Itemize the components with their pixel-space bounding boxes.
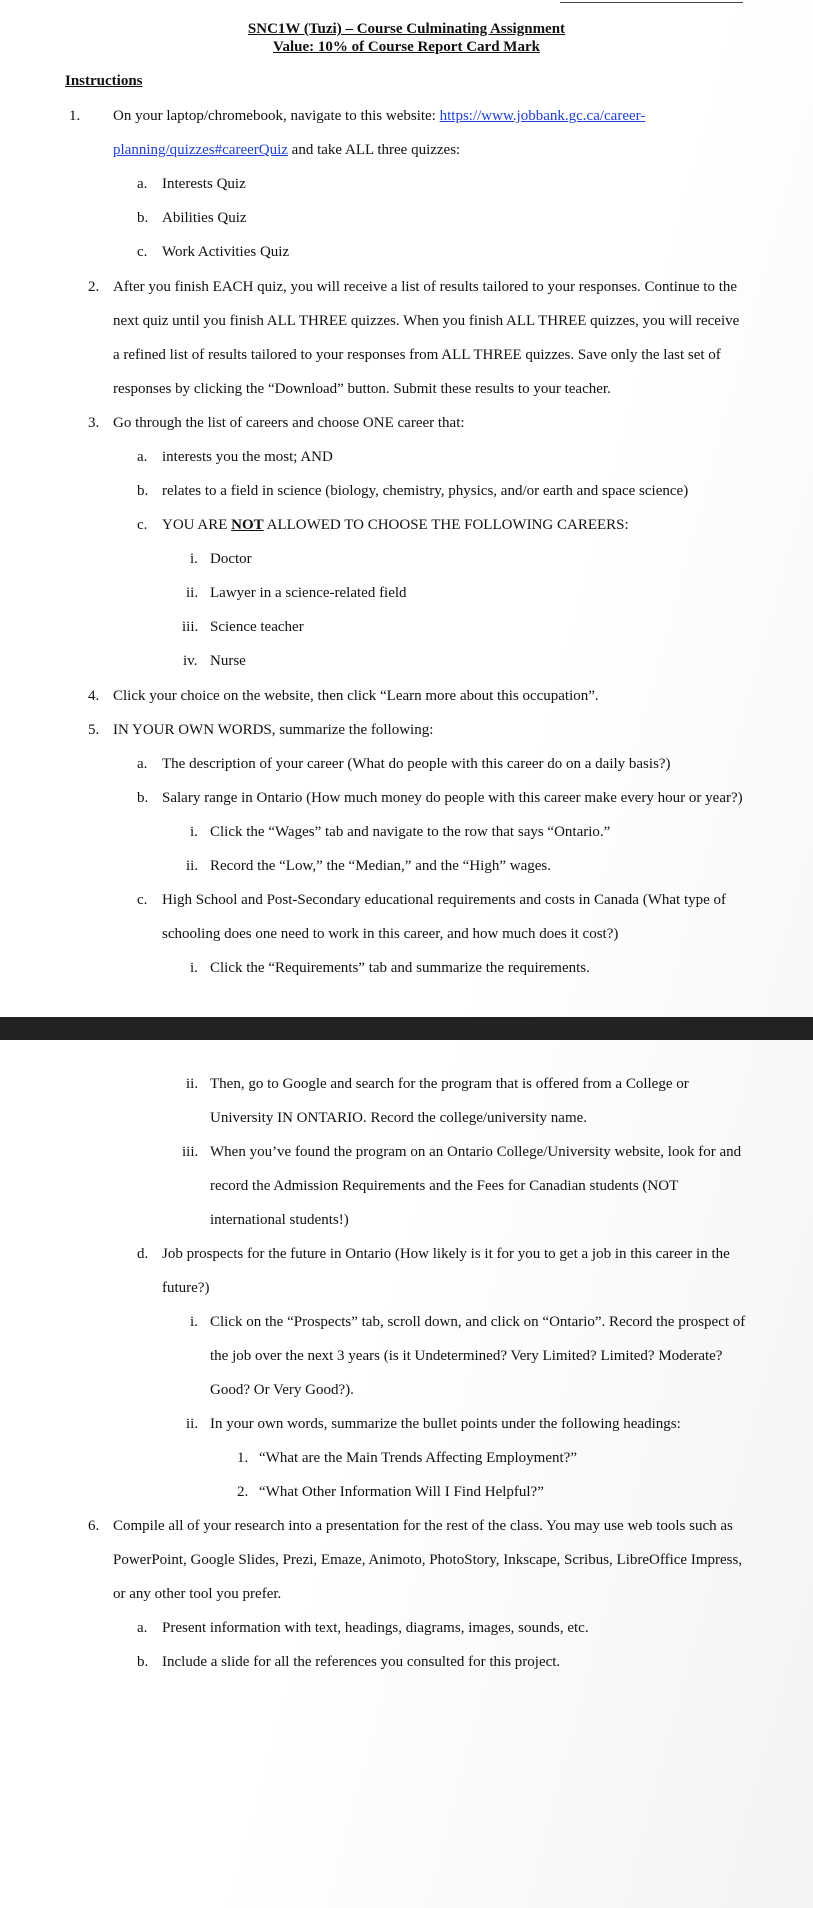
sub-item-label: a. <box>137 449 148 465</box>
prospects-step-tab-line: Good? Or Very Good?). <box>210 1382 354 1398</box>
list-item-3: Go through the list of careers and choose ONE career that: <box>113 415 465 431</box>
document-title: SNC1W (Tuzi) – Course Culminating Assignment <box>247 21 566 37</box>
sub-item-label: c. <box>137 892 148 908</box>
education-step-admission: When you’ve found the program on an Ontario College/University website, look for and <box>210 1144 742 1160</box>
sub-item-label: a. <box>137 1620 148 1636</box>
roman-label: i. <box>190 824 198 840</box>
sub-item-references: Include a slide for all the references you consulted for this project. <box>162 1654 561 1670</box>
list-item-3-number: 3. <box>88 415 100 431</box>
list-item-6-line: PowerPoint, Google Slides, Prezi, Emaze, Animoto, PhotoStory, Inkscape, Scribus, LibreOffice Impress, <box>113 1552 743 1568</box>
sub-item-description: The description of your career (What do people with this career do on a daily basis?) <box>162 756 671 772</box>
sub-item-interest: interests you the most; AND <box>162 449 333 465</box>
sub-item-label: b. <box>137 210 149 226</box>
document-value: Value: 10% of Course Report Card Mark <box>273 39 540 55</box>
sub-item-prospects-line: future?) <box>162 1280 210 1296</box>
instructions-heading: Instructions <box>65 73 143 89</box>
education-step-admission-line: international students!) <box>210 1212 349 1228</box>
list-item-6-number: 6. <box>88 1518 100 1534</box>
jobbank-link[interactable]: https://www.jobbank.gc.ca/career- <box>439 108 646 124</box>
list-item-1-cont: planning/quizzes#careerQuiz and take ALL three quizzes: <box>113 142 461 158</box>
sub-item-label: a. <box>137 176 148 192</box>
sub-item-interests: Interests Quiz <box>162 176 246 192</box>
heading-main-trends: “What are the Main Trends Affecting Employment?” <box>259 1450 577 1466</box>
list-item-1-number: 1. <box>69 108 81 124</box>
salary-step-record: Record the “Low,” the “Median,” and the “High” wages. <box>210 858 551 874</box>
sub-item-education: High School and Post-Secondary educational requirements and costs in Canada (What type of <box>162 892 727 908</box>
list-item-5: IN YOUR OWN WORDS, summarize the following: <box>113 722 434 738</box>
list-item-6: Compile all of your research into a presentation for the rest of the class. You may use web tools such as <box>113 1518 733 1534</box>
name-field-line <box>560 0 743 3</box>
excluded-career-lawyer: Lawyer in a science-related field <box>210 585 407 601</box>
education-step-google-line: University IN ONTARIO. Record the college/university name. <box>210 1110 588 1126</box>
prospects-step-summarize: In your own words, summarize the bullet points under the following headings: <box>210 1416 681 1432</box>
roman-label: ii. <box>186 585 199 601</box>
list-item-4: Click your choice on the website, then click “Learn more about this occupation”. <box>113 688 599 704</box>
roman-label: i. <box>190 551 198 567</box>
roman-label: ii. <box>186 1076 199 1092</box>
roman-label: i. <box>190 1314 198 1330</box>
numbered-label: 2. <box>237 1484 249 1500</box>
list-item-1: On your laptop/chromebook, navigate to this website: https://www.jobbank.gc.ca/career- <box>113 108 646 124</box>
sub-item-work-activities: Work Activities Quiz <box>162 244 290 260</box>
education-step-admission-line: record the Admission Requirements and the Fees for Canadian students (NOT <box>210 1178 679 1194</box>
heading-other-info: “What Other Information Will I Find Helpful?” <box>259 1484 544 1500</box>
list-item-2-line: a refined list of results tailored to your responses from ALL THREE quizzes. Save only the last set of <box>113 347 721 363</box>
sub-item-label: b. <box>137 483 149 499</box>
sub-item-education-line: schooling does one need to work in this career, and how much does it cost?) <box>162 926 619 942</box>
roman-label: iii. <box>182 619 199 635</box>
list-item-2: After you finish EACH quiz, you will receive a list of results tailored to your responses. Continue to the <box>113 279 738 295</box>
roman-label: ii. <box>186 858 199 874</box>
roman-label: iii. <box>182 1144 199 1160</box>
sub-item-not-allowed: YOU ARE NOT ALLOWED TO CHOOSE THE FOLLOWING CAREERS: <box>162 517 629 533</box>
excluded-career-nurse: Nurse <box>210 653 246 669</box>
sub-item-label: c. <box>137 244 148 260</box>
list-item-4-number: 4. <box>88 688 100 704</box>
sub-item-prospects: Job prospects for the future in Ontario (How likely is it for you to get a job in this career in the <box>162 1246 730 1262</box>
list-item-2-line: responses by clicking the “Download” button. Submit these results to your teacher. <box>113 381 611 397</box>
sub-item-label: c. <box>137 517 148 533</box>
roman-label: iv. <box>183 653 198 669</box>
sub-item-science-field: relates to a field in science (biology, chemistry, physics, and/or earth and space science) <box>162 483 689 499</box>
excluded-career-teacher: Science teacher <box>210 619 304 635</box>
prospects-step-tab: Click on the “Prospects” tab, scroll down, and click on “Ontario”. Record the prospect of <box>210 1314 746 1330</box>
excluded-career-doctor: Doctor <box>210 551 252 567</box>
sub-item-present: Present information with text, headings, diagrams, images, sounds, etc. <box>162 1620 589 1636</box>
page-break <box>0 1017 813 1040</box>
prospects-step-tab-line: the job over the next 3 years (is it Undetermined? Very Limited? Limited? Moderate? <box>210 1348 723 1364</box>
education-step-requirements: Click the “Requirements” tab and summarize the requirements. <box>210 960 590 976</box>
salary-step-wages-tab: Click the “Wages” tab and navigate to the row that says “Ontario.” <box>210 824 611 840</box>
roman-label: ii. <box>186 1416 199 1432</box>
list-item-6-line: or any other tool you prefer. <box>113 1586 282 1602</box>
list-item-2-number: 2. <box>88 279 100 295</box>
list-item-5-number: 5. <box>88 722 100 738</box>
sub-item-label: b. <box>137 1654 149 1670</box>
sub-item-label: d. <box>137 1246 149 1262</box>
roman-label: i. <box>190 960 198 976</box>
list-item-2-line: next quiz until you finish ALL THREE quizzes. When you finish ALL THREE quizzes, you will receive <box>113 313 740 329</box>
page-2 <box>0 1040 813 1908</box>
sub-item-label: a. <box>137 756 148 772</box>
sub-item-label: b. <box>137 790 149 806</box>
jobbank-link-cont[interactable]: planning/quizzes#careerQuiz <box>113 142 288 158</box>
sub-item-salary: Salary range in Ontario (How much money do people with this career make every hour or year?) <box>162 790 743 806</box>
numbered-label: 1. <box>237 1450 249 1466</box>
sub-item-abilities: Abilities Quiz <box>162 210 247 226</box>
education-step-google: Then, go to Google and search for the program that is offered from a College or <box>210 1076 689 1092</box>
